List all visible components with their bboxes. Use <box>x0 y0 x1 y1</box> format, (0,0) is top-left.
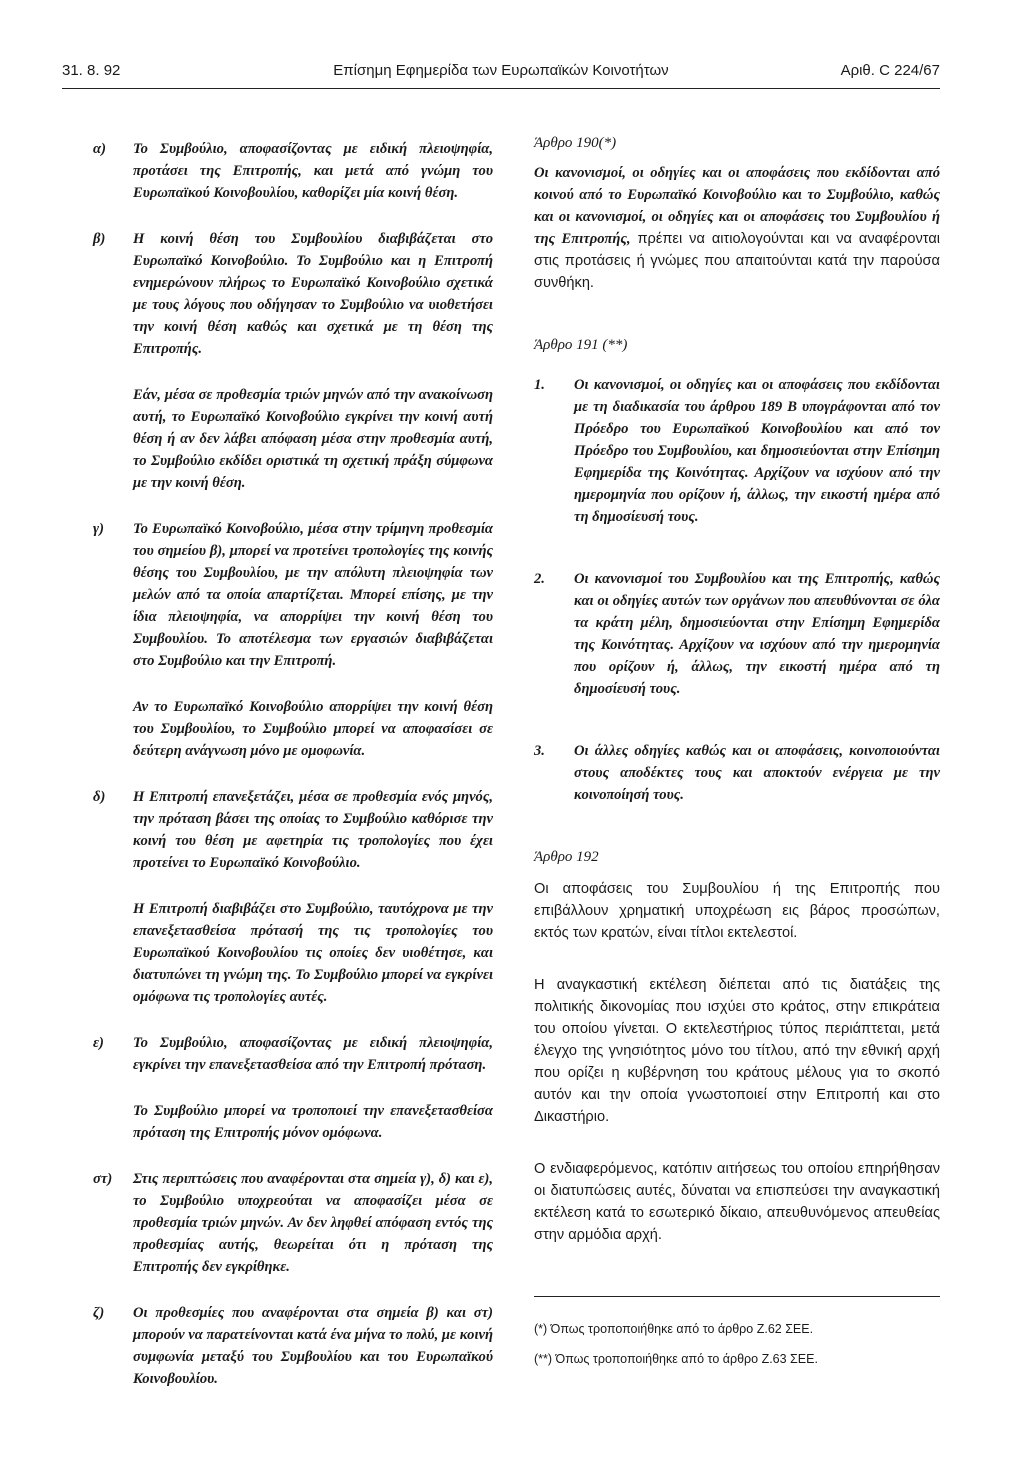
article-192-paragraph-2: Η αναγκαστική εκτέλεση διέπεται από τις διατάξεις της πολιτικής δικονομίας που ισχύει στο κράτος, στην επικράτεια του οποίου γίνεται. Ο εκτελεστήριος τύπος περιάπτεται, μετά έλεγχο της γνησιότητος μόνο του τίτλου, από την εθνική αρχή που ορίζει η κυβέρνηση του κράτους μέλους για το σκοπό αυτόν και την οποία γνωστοποιεί στην Επιτροπή και στο Δικαστήριο. <box>534 977 940 1125</box>
clause-text: Στις περιπτώσεις που αναφέρονται στα σημεία γ), δ) και ε), το Συμβούλιο υποχρεούται να αποφασίζει μέσα σε προθεσμία τριών μηνών. Αν δεν ληφθεί απόφαση εντός της προθεσμίας αυτής, θεωρείται ότι η πρόταση της Επιτροπής δεν εγκρίθηκε. <box>133 1171 493 1275</box>
clause-label: δ) <box>93 789 106 805</box>
paragraph-number: 2. <box>534 571 545 587</box>
clause-text: Η Επιτροπή επανεξετάζει, μέσα σε προθεσμία ενός μηνός, την πρόταση βάσει της οποίας το Συμβούλιο καθόρισε την κοινή του θέση με αφετηρία τις τροπολογίες που έχει προτείνει το Ευρωπαϊκό Κοινοβούλιο. <box>133 789 493 871</box>
article-192-title: Άρθρο 192 <box>534 849 599 865</box>
clause-label: γ) <box>93 521 104 537</box>
article-191-paragraph-2 <box>534 568 940 700</box>
article-190-bold-text: Οι κανονισμοί, οι οδηγίες και οι αποφάσεις που εκδίδονται από κοινού από το Ευρωπαϊκό Κοινοβούλιο και το Συμβούλιο, καθώς και οι κανονισμοί, οι οδηγίες και οι αποφάσεις του Συμβουλίου ή της Επιτροπής, <box>534 165 940 247</box>
issue-reference: Αριθ. C 224/67 <box>840 62 940 79</box>
clause-b <box>93 228 493 360</box>
clause-c-subparagraph: Αν το Ευρωπαϊκό Κοινοβούλιο απορρίψει την κοινή θέση του Συμβουλίου, το Συμβούλιο μπορεί να αποφασίσει σε δεύτερη ανάγνωση μόνο με ομοφωνία. <box>133 699 493 759</box>
article-192-paragraph-3: Ο ενδιαφερόμενος, κατόπιν αιτήσεως του οποίου επηρήθησαν οι διατυπώσεις αυτές, δύναται να επισπεύσει την αναγκαστική εκτέλεση κατά το εσωτερικό δίκαιο, απευθυνόμενος απευθείας στην αρμόδια αρχή. <box>534 1161 940 1243</box>
clause-e-subparagraph: Το Συμβούλιο μπορεί να τροποποιεί την επανεξετασθείσα πρόταση της Επιτροπής μόνον ομόφωνα. <box>133 1103 493 1141</box>
clause-text: Οι προθεσμίες που αναφέρονται στα σημεία β) και στ) μπορούν να παρατείνονται κατά ένα μήνα το πολύ, με κοινή συμφωνία μεταξύ του Συμβουλίου και του Ευρωπαϊκού Κοινοβουλίου. <box>133 1305 493 1387</box>
article-190-plain-text: πρέπει να αιτιολογούνται και να αναφέρονται στις προτάσεις ή γνώμες που απαιτούνται κατά την παρούσα συνθήκη. <box>534 231 940 291</box>
footnote-2: (**) Όπως τροποποιήθηκε από το άρθρο Ζ.63 ΣΕΕ. <box>534 1352 818 1366</box>
clause-text: Το Συμβούλιο, αποφασίζοντας με ειδική πλειοψηφία, προτάσει της Επιτροπής, και μετά από γνώμη του Ευρωπαϊκού Κοινοβουλίου, καθορίζει μία κοινή θέση. <box>133 141 493 201</box>
clause-e <box>93 1032 493 1076</box>
paragraph-number: 3. <box>534 743 545 759</box>
header-date: 31. 8. 92 <box>62 62 121 79</box>
paragraph-text: Οι κανονισμοί, οι οδηγίες και οι αποφάσεις που εκδίδονται με τη διαδικασία του άρθρου 189 Β υπογράφονται από τον Πρόεδρο του Ευρωπαϊκού Κοινοβουλίου και από τον Πρόεδρο του Συμβουλίου, και δημοσιεύονται στην Επίσημη Εφημερίδα της Κοινότητας. Αρχίζουν να ισχύουν από την ημερομηνία που ορίζουν ή, άλλως, την εικοστή ημέρα από τη δημοσίευσή τους. <box>574 377 940 525</box>
clause-label: β) <box>93 231 106 247</box>
clause-c <box>93 518 493 672</box>
clause-d <box>93 786 493 874</box>
paragraph-number: 1. <box>534 377 545 393</box>
clause-text: Η κοινή θέση του Συμβουλίου διαβιβάζεται στο Ευρωπαϊκό Κοινοβούλιο. Το Συμβούλιο και η Επιτροπή ενημερώνουν πλήρως το Ευρωπαϊκό Κοινοβούλιο σχετικά με τους λόγους που οδήγησαν το Συμβούλιο να υιοθετήσει την κοινή θέση καθώς και σχετικά με τη θέση της Επιτροπής. <box>133 231 493 357</box>
article-191-paragraph-3 <box>534 740 940 806</box>
clause-label: στ) <box>93 1171 113 1187</box>
clause-label: α) <box>93 141 106 157</box>
clause-a <box>93 138 493 204</box>
footnote-1: (*) Όπως τροποποιήθηκε από το άρθρο Ζ.62 ΣΕΕ. <box>534 1321 814 1336</box>
paragraph-text: Οι άλλες οδηγίες καθώς και οι αποφάσεις, κοινοποιούνται στους αποδέκτες τους και αποκτούν ενέργεια με την κοινοποίησή τους. <box>574 743 940 803</box>
article-190-title: Άρθρο 190(*) <box>534 135 617 151</box>
clause-label: ε) <box>93 1035 104 1051</box>
page-header <box>62 58 940 89</box>
article-191-title: Άρθρο 191 (**) <box>534 337 628 353</box>
left-column <box>93 126 493 1390</box>
article-192-paragraph-1: Οι αποφάσεις του Συμβουλίου ή της Επιτροπής που επιβάλλουν χρηματική υποχρέωση εις βάρος προσώπων, εκτός των κρατών, είναι τίτλοι εκτελεστοί. <box>534 881 940 941</box>
clause-z <box>93 1302 493 1390</box>
right-column <box>534 126 940 1246</box>
clause-b-subparagraph: Εάν, μέσα σε προθεσμία τριών μηνών από την ανακοίνωση αυτή, το Ευρωπαϊκό Κοινοβούλιο εγκρίνει την κοινή αυτή θέση ή αν δεν λάβει απόφαση μέσα στην προθεσμία αυτή, το Συμβούλιο εκδίδει οριστικά τη σχετική πράξη σύμφωνα με την κοινή θέση. <box>133 387 493 491</box>
paragraph-text: Οι κανονισμοί του Συμβουλίου και της Επιτροπής, καθώς και οι οδηγίες αυτών των οργάνων που απευθύνονται σε όλα τα κράτη μέλη, δημοσιεύονται στην Επίσημη Εφημερίδα της Κοινότητας. Αρχίζουν να ισχύουν από την ημερομηνία που ορίζουν ή, άλλως, την εικοστή ημέρα από τη δημοσίευσή τους. <box>574 571 940 697</box>
clause-text: Το Ευρωπαϊκό Κοινοβούλιο, μέσα στην τρίμηνη προθεσμία του σημείου β), μπορεί να προτείνει τροπολογίες της κοινής θέσης του Συμβουλίου, με την απόλυτη πλειοψηφία των μελών από τα οποία απαρτίζεται. Μπορεί επίσης, με την ίδια πλειοψηφία, να απορρίψει την κοινή θέση του Συμβουλίου. Το αποτέλεσμα των εργασιών διαβιβάζεται στο Συμβούλιο και την Επιτροπή. <box>133 521 493 669</box>
clause-text: Το Συμβούλιο, αποφασίζοντας με ειδική πλειοψηφία, εγκρίνει την επανεξετασθείσα από την Επιτροπή πρόταση. <box>133 1035 493 1073</box>
clause-st <box>93 1168 493 1278</box>
clause-d-subparagraph: Η Επιτροπή διαβιβάζει στο Συμβούλιο, ταυτόχρονα με την επανεξετασθείσα πρότασή της τις τροπολογίες του Ευρωπαϊκού Κοινοβουλίου τις οποίες δεν υιοθέτησε, και διατυπώνει τη γνώμη της. Το Συμβούλιο μπορεί να εγκρίνει ομόφωνα τις τροπολογίες αυτές. <box>133 901 493 1005</box>
footnotes <box>534 1296 940 1381</box>
journal-title: Επίσημη Εφημερίδα των Ευρωπαϊκών Κοινοτήτων <box>333 62 669 79</box>
clause-label: ζ) <box>93 1305 105 1321</box>
article-190-text <box>534 162 940 294</box>
article-191-paragraph-1 <box>534 374 940 528</box>
